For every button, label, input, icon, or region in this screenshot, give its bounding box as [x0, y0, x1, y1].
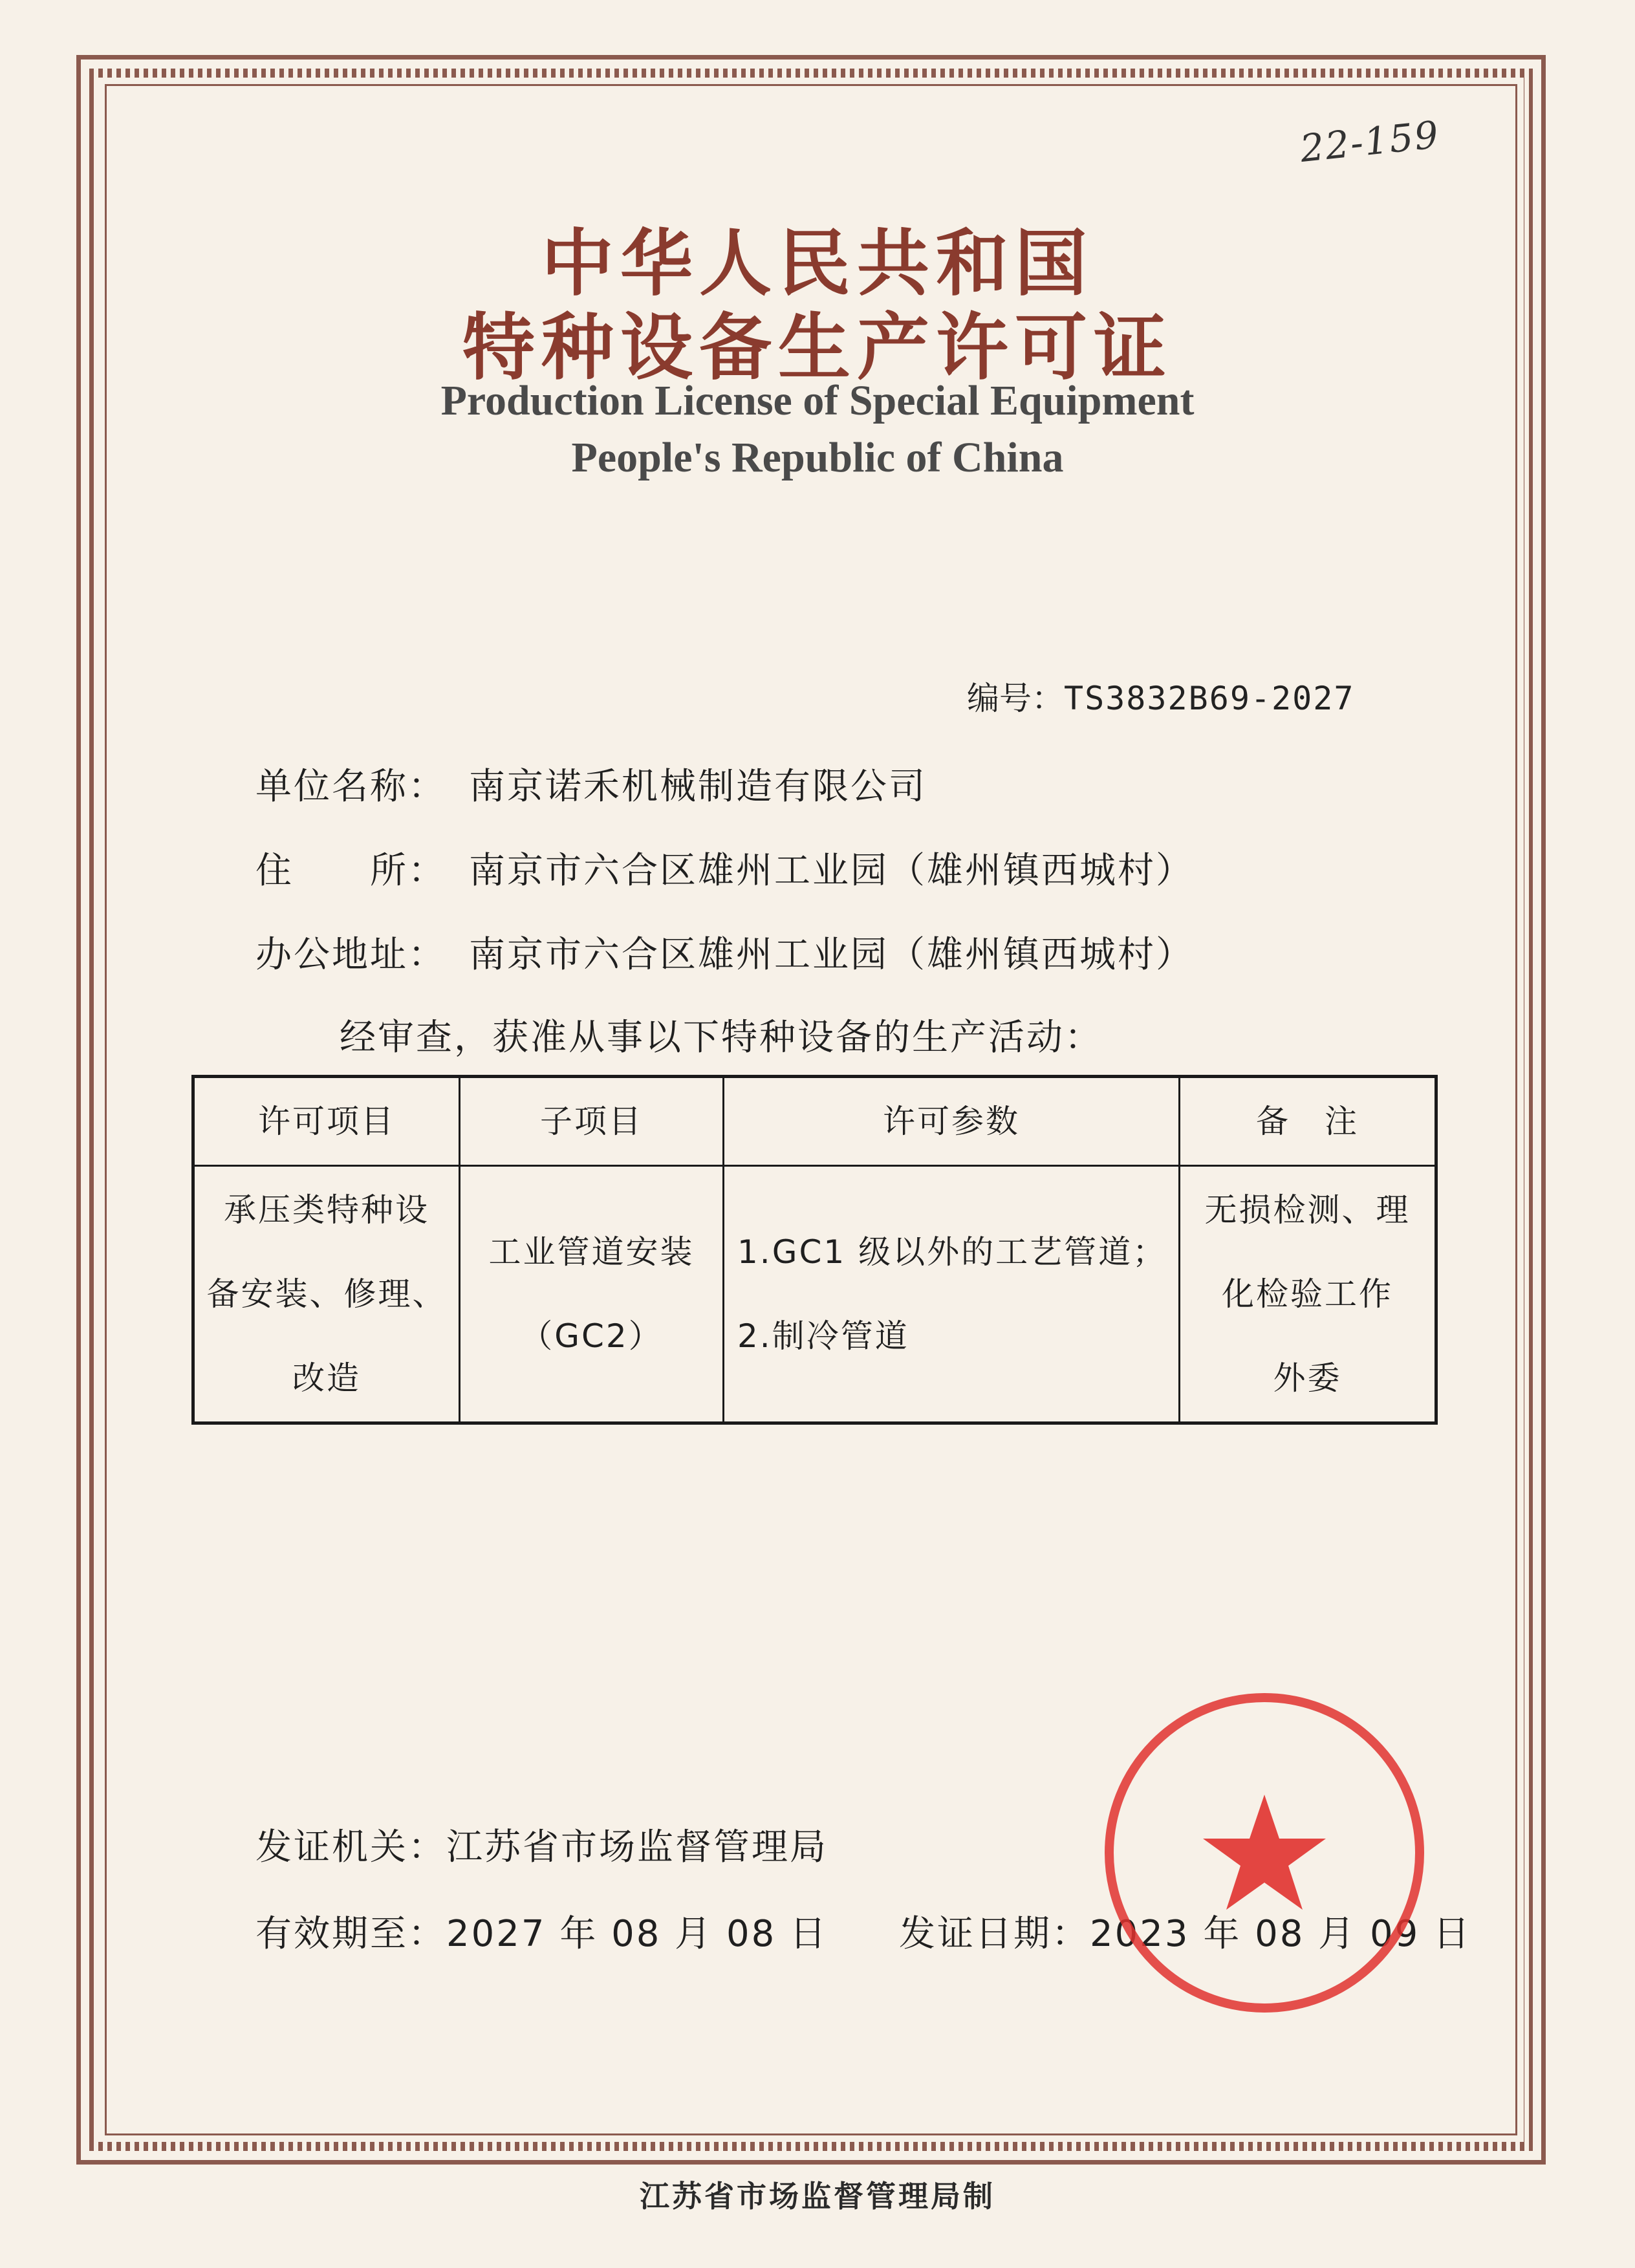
cell-permit-item — [193, 1166, 460, 1423]
certificate-number — [967, 673, 1354, 719]
valid-until-label: 有效期至： — [255, 1913, 446, 1955]
certificate-number-value: TS3832B69-2027 — [1064, 680, 1355, 717]
valid-until-value: 2027 年 08 月 08 日 — [446, 1913, 828, 1955]
cell-sub-item — [460, 1166, 724, 1423]
permit-item-line: 改造 — [292, 1359, 361, 1397]
title-cn-line1: 中华人民共和国 — [541, 222, 1094, 306]
unit-name-field — [255, 758, 927, 810]
header-sub-item: 子项目 — [460, 1077, 724, 1166]
approval-intro: 经审查，获准从事以下特种设备的生产活动： — [340, 1017, 1103, 1059]
unit-name-label: 单位名称： — [255, 766, 446, 808]
star-icon — [1203, 1795, 1326, 1910]
title-en-line1: Production License of Special Equipment — [440, 377, 1195, 424]
sub-item-line: （GC2） — [520, 1317, 663, 1355]
office-address-label: 办公地址： — [255, 934, 446, 976]
footer-issuer: 江苏省市场监督管理局制 — [640, 2179, 995, 2214]
cell-remarks — [1180, 1166, 1436, 1423]
certificate-number-label: 编号： — [967, 680, 1064, 717]
office-address-field — [255, 926, 1194, 978]
issuer-value: 江苏省市场监督管理局 — [446, 1826, 828, 1868]
residence-field — [255, 842, 1194, 894]
permit-param-line: 2.制冷管道 — [737, 1317, 909, 1355]
header-permit-item: 许可项目 — [193, 1077, 460, 1166]
remarks-line: 外委 — [1273, 1359, 1342, 1397]
remarks-line: 化检验工作 — [1222, 1275, 1393, 1313]
residence-label: 住 所： — [255, 850, 446, 892]
official-seal — [1096, 1685, 1433, 2021]
header-remarks: 备 注 — [1180, 1077, 1436, 1166]
table-row — [193, 1166, 1436, 1423]
valid-until — [255, 1905, 828, 1957]
remarks-line: 无损检测、理 — [1204, 1191, 1411, 1229]
unit-name-value: 南京诺禾机械制造有限公司 — [469, 766, 927, 808]
permit-table-header-row — [193, 1077, 1436, 1166]
title-cn-line2: 特种设备生产许可证 — [462, 306, 1173, 390]
permit-table — [191, 1075, 1438, 1425]
handwritten-note: 22-159 — [1298, 112, 1442, 171]
issuer-label: 发证机关： — [255, 1826, 446, 1868]
cell-permit-params — [724, 1166, 1180, 1423]
title-en-line2: People's Republic of China — [571, 434, 1064, 481]
header-permit-params: 许可参数 — [724, 1077, 1180, 1166]
permit-item-line: 备安装、修理、 — [206, 1275, 447, 1313]
sub-item-line: 工业管道安装 — [488, 1233, 695, 1271]
office-address-value: 南京市六合区雄州工业园（雄州镇西城村） — [469, 934, 1194, 976]
residence-value: 南京市六合区雄州工业园（雄州镇西城村） — [469, 850, 1194, 892]
issue-date-label: 发证日期： — [899, 1913, 1090, 1955]
issuing-authority — [255, 1819, 828, 1870]
permit-param-line: 1.GC1 级以外的工艺管道； — [737, 1233, 1167, 1271]
issue-date-value: 2023 年 08 月 09 日 — [1090, 1913, 1472, 1955]
permit-item-line: 承压类特种设 — [224, 1191, 429, 1229]
